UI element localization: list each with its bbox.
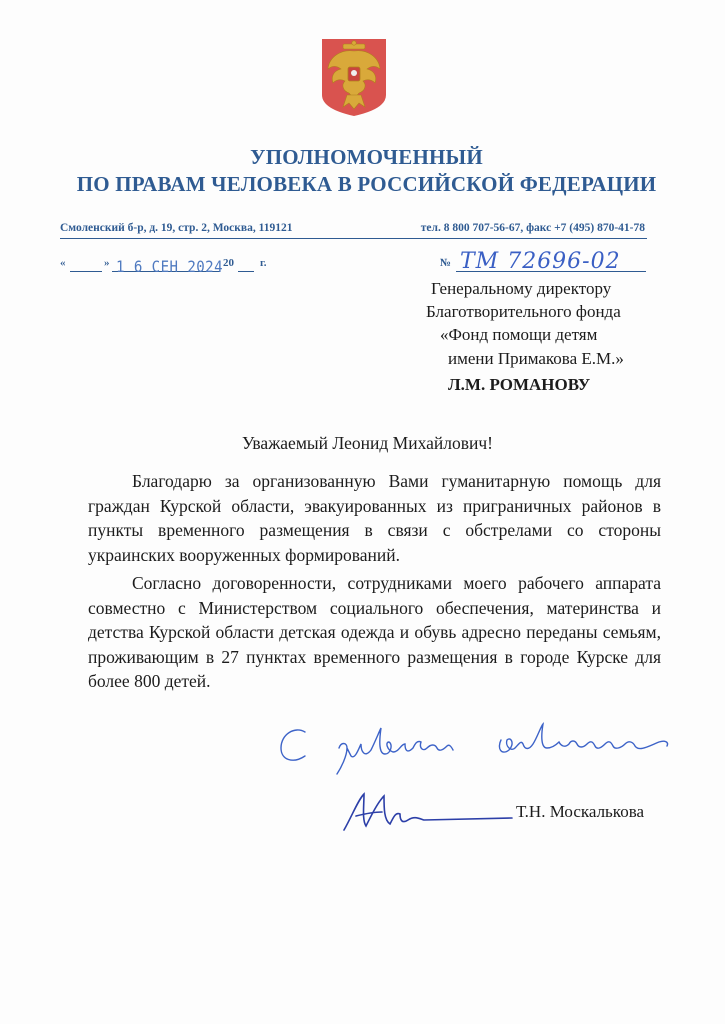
header-divider	[60, 238, 647, 239]
addressee-line1: Генеральному директору	[431, 279, 612, 298]
organization-title-line2: ПО ПРАВАМ ЧЕЛОВЕКА В РОССИЙСКОЙ ФЕДЕРАЦИИ	[76, 172, 657, 196]
salutation: Уважаемый Леонид Михайлович!	[241, 433, 493, 453]
organization-title-line1: УПОЛНОМОЧЕННЫЙ	[250, 145, 483, 169]
organization-phones: тел. 8 800 707-56-67, факс +7 (495) 870-41-78	[420, 222, 645, 234]
registration-line	[438, 249, 648, 276]
body-paragraph-2: Согласно договоренности, сотрудниками моего рабочего аппарата совместно с Министерством социального обеспечения, материнства и детства Курской области детская одежда и обувь адресно переданы семьям, проживающим в 27 пунктах временного размещения в городе Курске для более 800 детей.	[88, 573, 661, 691]
addressee-line4: имени Примакова Е.М.»	[448, 349, 624, 368]
registration-underline	[456, 271, 646, 272]
signature	[338, 786, 518, 836]
registration-number: ТМ 72696-02	[460, 249, 621, 274]
addressee-name: Л.М. РОМАНОВУ	[448, 375, 591, 394]
year-suffix: г.	[260, 257, 267, 269]
signer-name: Т.Н. Москалькова	[516, 802, 645, 821]
day-underline	[70, 256, 102, 272]
organization-address: Смоленский б-р, д. 19, стр. 2, Москва, 119121	[60, 222, 293, 234]
number-sign: №	[440, 257, 452, 269]
year-underline	[238, 256, 254, 272]
addressee-line2: Благотворительного фонда	[426, 302, 621, 321]
date-close-quote: »	[104, 257, 110, 269]
date-stamp: 1 6 СЕН 2024	[116, 257, 224, 276]
handwritten-closing	[275, 718, 675, 778]
year-prefix: 20	[223, 257, 234, 269]
body-paragraph-1: Благодарю за организованную Вами гуманитарную помощь для граждан Курской области, эвакуированных из приграничных районов в пункты временного размещения в связи с обстрелами со стороны украинских вооруженных формирований.	[88, 471, 661, 565]
coat-of-arms-emblem	[319, 37, 389, 117]
addressee-line3: «Фонд помощи детям	[440, 325, 598, 344]
date-line	[60, 254, 310, 276]
date-open-quote: «	[60, 257, 66, 269]
